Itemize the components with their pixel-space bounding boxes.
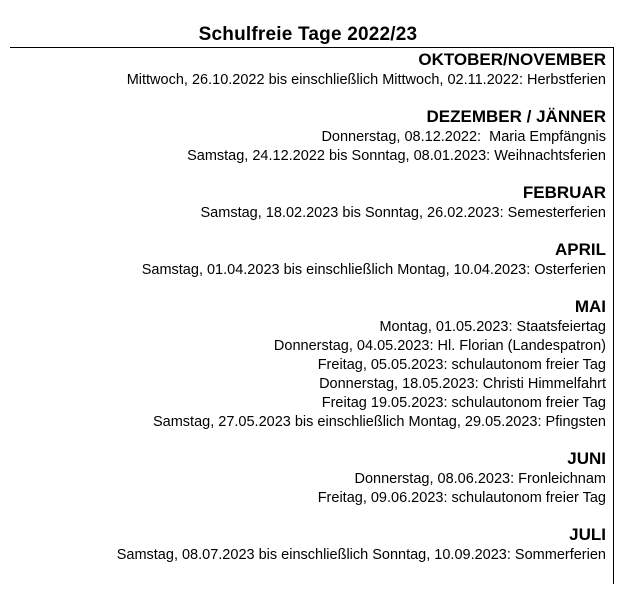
section-juli [10,524,606,565]
holiday-entry: Samstag, 01.04.2023 bis einschließlich Montag, 10.04.2023: Osterferien [141,262,606,278]
holiday-entry: Freitag 19.05.2023: schulautonom freier Tag [321,395,606,411]
section-dezember-jaenner [10,106,606,166]
holiday-entry: Samstag, 27.05.2023 bis einschließlich Montag, 29.05.2023: Pfingsten [152,414,606,430]
holiday-entry: Donnerstag, 04.05.2023: Hl. Florian (Landespatron) [273,338,606,354]
section-heading: JULI [569,525,606,544]
holiday-entry: Montag, 01.05.2023: Staatsfeiertag [379,319,606,335]
section-februar [10,182,606,223]
holiday-entry: Samstag, 18.02.2023 bis Sonntag, 26.02.2023: Semesterferien [200,205,606,221]
section-juni [10,448,606,508]
section-heading: MAI [574,297,606,316]
holiday-list [10,49,606,565]
holiday-entry: Donnerstag, 18.05.2023: Christi Himmelfahrt [319,376,606,392]
holiday-entry: Samstag, 08.07.2023 bis einschließlich Sonntag, 10.09.2023: Sommerferien [116,547,606,563]
section-heading: FEBRUAR [522,183,606,202]
holiday-entry: Mittwoch, 26.10.2022 bis einschließlich Mittwoch, 02.11.2022: Herbstferien [126,72,606,88]
section-oktober-november [10,49,606,90]
holiday-entry: Donnerstag, 08.06.2023: Fronleichnam [354,471,606,487]
title-divider [10,47,614,48]
page-title: Schulfreie Tage 2022/23 [198,24,418,45]
section-mai [10,296,606,432]
holiday-entry: Donnerstag, 08.12.2022: Maria Empfängnis [321,129,606,145]
holiday-entry: Samstag, 24.12.2022 bis Sonntag, 08.01.2023: Weihnachtsferien [187,148,606,164]
holiday-entry: Freitag, 09.06.2023: schulautonom freier Tag [317,490,606,506]
section-heading: DEZEMBER / JÄNNER [426,107,606,126]
right-border-line [613,47,614,584]
section-heading: OKTOBER/NOVEMBER [418,50,606,69]
holiday-entry: Freitag, 05.05.2023: schulautonom freier Tag [317,357,606,373]
section-heading: APRIL [555,240,606,259]
section-heading: JUNI [567,449,606,468]
section-april [10,239,606,280]
